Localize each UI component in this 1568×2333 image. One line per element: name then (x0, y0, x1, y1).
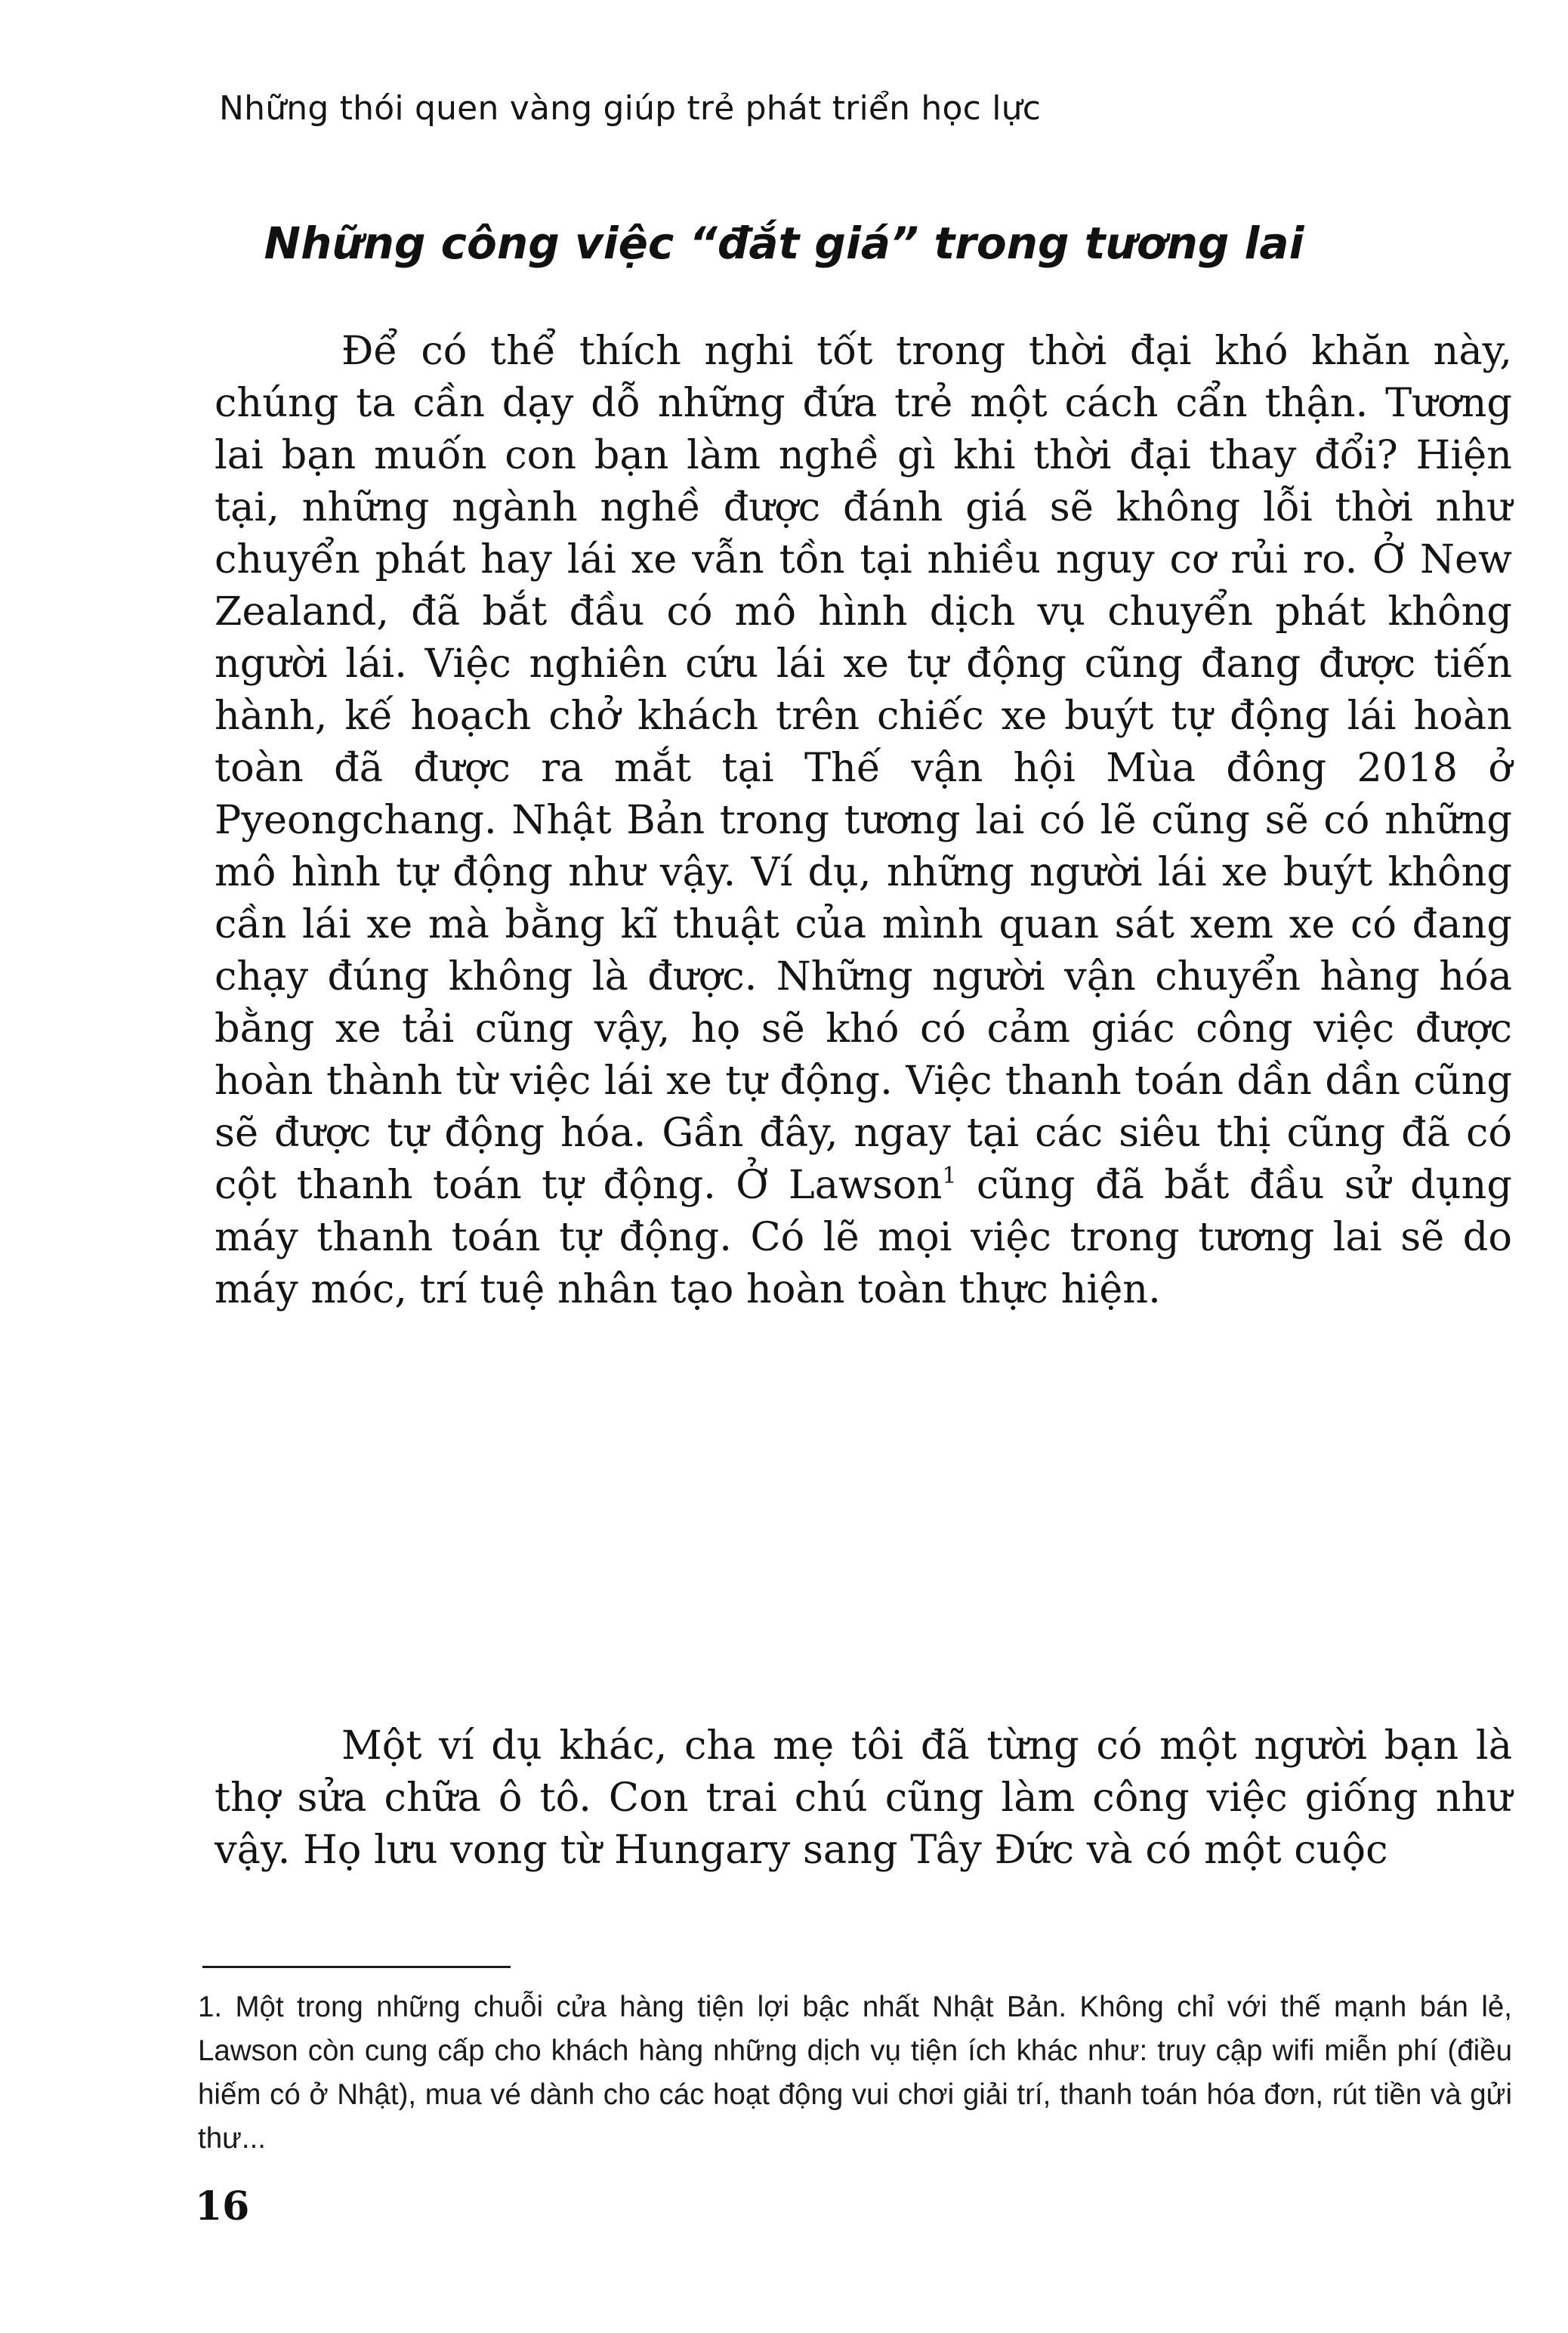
page-number: 16 (195, 2183, 250, 2229)
running-header: Những thói quen vàng giúp trẻ phát triển học lực (219, 89, 1042, 128)
section-title: Những công việc “đắt giá” trong tương lai (264, 218, 1304, 269)
paragraph-1-continuation: cũng đã bắt đầu sử dụng máy thanh toán tự động. Có lẽ mọi việc trong tương lai sẽ do máy móc, trí tuệ nhân tạo hoàn toàn thực hiện. (215, 1162, 1512, 1312)
body-paragraph-2: Một ví dụ khác, cha mẹ tôi đã từng có một người bạn là thợ sửa chữa ô tô. Con trai chú cũng làm công việc giống như vậy. Họ lưu vong từ Hungary sang Tây Đức và có một cuộc (215, 1723, 1512, 1873)
paragraph-1-text: Để có thể thích nghi tốt trong thời đại khó khăn này, chúng ta cần dạy dỗ những đứa trẻ một cách cẩn thận. Tương lai bạn muốn con bạn làm nghề gì khi thời đại thay đổi? Hiện tại, những ngành nghề được đánh giá sẽ không lỗi thời như chuyển phát hay lái xe vẫn tồn tại nhiều nguy cơ rủi ro. Ở New Zealand, đã bắt đầu có mô hình dịch vụ chuyển phát không người lái. Việc nghiên cứu lái xe tự động cũng đang được tiến hành, kế hoạch chở khách trên chiếc xe buýt tự động lái hoàn toàn đã được ra mắt tại Thế vận hội Mùa đông 2018 ở Pyeongchang. Nhật Bản trong tương lai có lẽ cũng sẽ có những mô hình tự động như vậy. Ví dụ, những người lái xe buýt không cần lái xe mà bằng kĩ thuật của mình quan sát xem xe có đang chạy đúng không là được. Những người vận chuyển hàng hóa bằng xe tải cũng vậy, họ sẽ khó có cảm giác công việc được hoàn thành từ việc lái xe tự động. Việc thanh toán dần dần cũng sẽ được tự động hóa. Gần đây, ngay tại các siêu thị cũng đã có cột thanh toán tự động. Ở Lawson (215, 328, 1512, 1208)
footnote-divider (202, 1966, 511, 1968)
body-paragraph-1 (215, 325, 1512, 1315)
footnote-reference[interactable]: 1 (942, 1163, 957, 1189)
footnote: 1. Một trong những chuỗi cửa hàng tiện lợi bậc nhất Nhật Bản. Không chỉ với thế mạnh bán lẻ, Lawson còn cung cấp cho khách hàng những dịch vụ tiện ích khác như: truy cập wifi miễn phí (điều hiếm có ở Nhật), mua vé dành cho các hoạt động vui chơi giải trí, thanh toán hóa đơn, rút tiền và gửi thư... (198, 1991, 1512, 2155)
